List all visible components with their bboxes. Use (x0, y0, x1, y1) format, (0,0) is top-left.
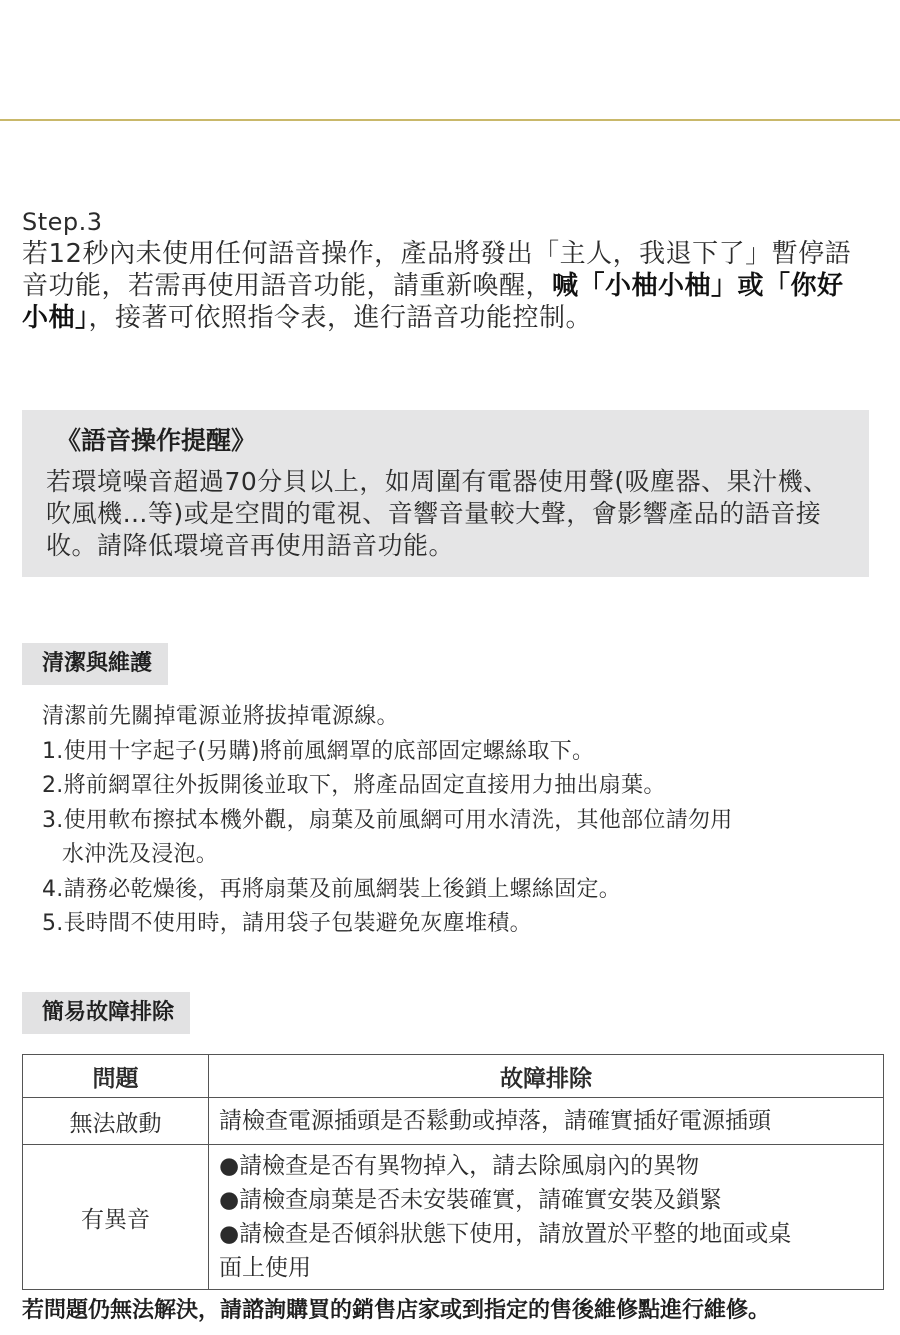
solution-header: 故障排除 (209, 1055, 884, 1098)
cleaning-step: 3.使用軟布擦拭本機外觀，扇葉及前風網可用水清洗，其他部位請勿用 (42, 807, 733, 833)
step3-text: 若12秒內未使用任何語音操作，產品將發出「主人，我退下了」暫停語音功能，若需再使用語音功能，請重新喚醒，喊「小柚小柚」或「你好小柚」，接著可依照指令表，進行語音功能控制。 (22, 239, 852, 333)
solution-cell: 請檢查電源插頭是否鬆動或掉落，請確實插好電源插頭 (209, 1098, 884, 1145)
reminder-title: 《語音操作提醒》 (56, 426, 257, 455)
cleaning-intro: 清潔前先關掉電源並將拔掉電源線。 (42, 704, 399, 729)
cleaning-step: 1.使用十字起子(另購)將前風網罩的底部固定螺絲取下。 (42, 738, 595, 764)
reminder-body: 若環境噪音超過70分貝以上，如周圍有電器使用聲(吸塵器、果汁機、吹風機…等)或是空間的電視、音響音量較大聲，會影響產品的語音接收。請降低環境音再使用語音功能。 (46, 467, 829, 560)
step3-label: Step.3 (22, 208, 103, 236)
cleaning-step: 4.請務必乾燥後，再將扇葉及前風網裝上後鎖上螺絲固定。 (42, 876, 622, 902)
solution-cell: ●請檢查是否有異物掉入，請去除風扇內的異物 ●請檢查扇葉是否未安裝確實，請確實安裝及鎖緊 ●請檢查是否傾斜狀態下使用，請放置於平整的地面或桌 面上使用 (209, 1145, 884, 1290)
step3-section (22, 206, 852, 334)
top-divider (0, 119, 900, 121)
cleaning-step: 2.將前網罩往外扳開後並取下，將產品固定直接用力抽出扇葉。 (42, 773, 666, 798)
table-row (23, 1145, 884, 1290)
wake-word: 喊「小柚小柚」或「你好小柚」 (22, 271, 844, 333)
cleaning-heading: 清潔與維護 (22, 643, 168, 685)
voice-reminder-panel (22, 410, 869, 577)
problem-cell: 有異音 (23, 1145, 209, 1290)
support-note: 若問題仍無法解決，請諮詢購買的銷售店家或到指定的售後維修點進行維修。 (22, 1298, 771, 1323)
problem-header: 問題 (23, 1055, 209, 1098)
troubleshooting-table (22, 1054, 884, 1290)
problem-cell: 無法啟動 (23, 1098, 209, 1145)
troubleshooting-heading: 簡易故障排除 (22, 992, 190, 1034)
table-row (23, 1098, 884, 1145)
cleaning-step: 5.長時間不使用時，請用袋子包裝避免灰塵堆積。 (42, 911, 532, 936)
cleaning-instructions (42, 700, 872, 942)
cleaning-step-continued: 水沖洗及浸泡。 (62, 842, 219, 867)
table-header-row (23, 1055, 884, 1098)
